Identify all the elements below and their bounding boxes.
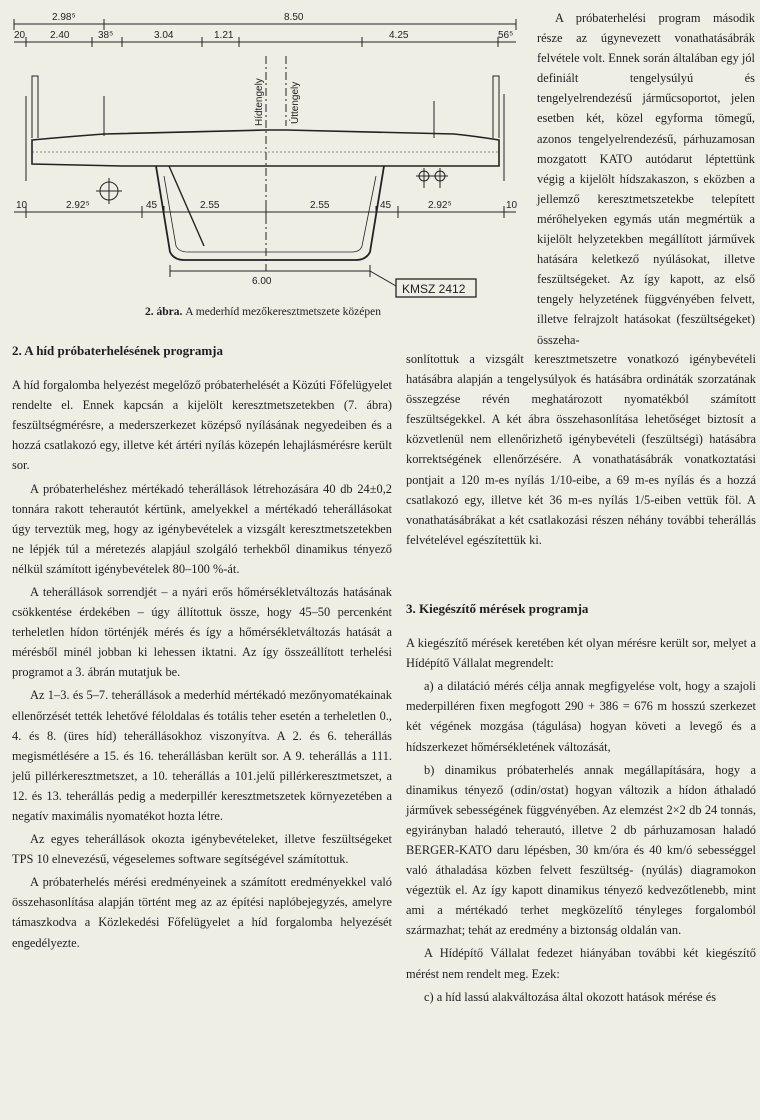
figure-caption: [4, 306, 522, 318]
axis-label-road: Úttengely: [290, 81, 301, 124]
dim-second-7: 56⁵: [498, 30, 514, 41]
axis-label-bridge: Hídtengely: [254, 78, 265, 126]
dim-bottom-1: 10: [16, 200, 28, 211]
paragraph: A híd forgalomba helyezést megelőző próbaterhelését a Közúti Főfelügyelet rendelte el. Ennek kapcsán a kijelölt keresztmetszetekben (7. ábra) feszültségmérésre, a mederszerkezet középső nyílásának negyedeiben és a hozzá csatlakozó egy, illetve két ártéri nyílás közepén lehajlásmérésre került sor.: [12, 378, 392, 473]
dim-width: 6.00: [252, 276, 272, 287]
cross-section-figure: [4, 6, 522, 322]
paragraph: b) dinamikus próbaterhelés annak megállapítására, hogy a dinamikus tényező (σdin/σstat) hogyan változik a hídon áthaladó járművek sebességének függvényében. Az elemzést 2×2 db 24 tonnás, egyirányban haladó teherautó, illetve 2 db párhuzamosan haladó BERGER-KATO daru lépésben, 30 km/óra és 40 km/ó sebességgel való áthaladása közben felvett feszültség- (nyúlás) diagramokon végeztük el. Az így kapott dinamikus tényező kedvezőtlenebb, mint ami a mértékadó terhet megközelítő tényleges forgalomból származhat; tehát az eredmény a biztonság oldalán van.: [406, 762, 756, 938]
paragraph: A próbaterheléshez mértékadó teherállások létrehozására 40 db 24±0,2 tonnára rakott teherautót kértünk, amelyekkel a mértékadó teherállásokat úgy terveztük meg, hogy az igénybevételek a vizsgált keresztmetszetekben ne lépjék túl a méretezés alapjául szolgáló terhekből dinamikus tényező nélkül számított igénybevételek 80–100 %-át.: [12, 481, 392, 576]
paragraph: Az egyes teherállások okozta igénybevételeket, illetve feszültségeket TPS 10 elnevezésű, végeselemes software segítségével számítottuk.: [12, 832, 392, 867]
left-column: [12, 340, 392, 956]
paragraph: A kiegészítő mérések keretében két olyan mérésre került sor, melyet a Hídépítő Vállalat megrendelt:: [406, 636, 756, 671]
caption-title: A mederhíd mezőkeresztmetszete középen: [185, 306, 381, 318]
dim-second-5: 1.21: [214, 30, 234, 41]
paragraph: Az 1–3. és 5–7. teherállások a mederhíd mértékadó mezőnyomatékainak ellenőrzését tették lehetővé féloldalas és totális teher esetén a terheletlen 0., 4. és 8. (üres híd) teherállásokhoz viszonyítva. A 2. és 6. teherállás megismétlésére a 15. és 16. teherállásban került sor. A 9. teherállás a 111. jelű pillérkeresztmetszet, a 10. teherállás a 101.jelű pillérkeresztmetszet, a 12. és 13. teherállás pedig a mederpillér keresztmetszetek környezetében a negatív maximális nyomatékot hozta létre.: [12, 688, 392, 824]
dim-bottom-2: 2.92⁵: [66, 200, 90, 211]
dim-bottom-7: 2.92⁵: [428, 200, 452, 211]
paragraph: A Hídépítő Vállalat fedezet hiányában további két kiegészítő mérést nem rendelt meg. Ezek:: [406, 946, 756, 981]
right-bottom-column: [406, 598, 756, 1010]
dim-bottom-5: 2.55: [310, 200, 330, 211]
right-top-column: [537, 8, 755, 353]
paragraph: A próbaterhelési program második része az úgynevezett vonathatásábrák felvétele volt. Ennek során általában egy jól definiált tengelysúlyú és tengelyelrendezésű járműcsoportot, jelen esetben két, közel egyforma tömegű, azonos tengelyelrendezésű, párhuzamosan mozgatott KATO autódarut léptettünk végig a kijelölt hídszakaszon, s eközben a jellemző keresztmetszetekbe telepített mérőhelyeken egymás után megmértük a kijelölt helyzetekben megállított járművek hatására keletkező nyúlásokat, illetve feszültségeket. Az így kapott, az első tengely helyzetének függvényében felvett, illetve felrajzolt hatásokat (feszültségeket) összeha-: [537, 11, 755, 347]
paragraph: a) a dilatáció mérés célja annak megfigyelése volt, hogy a szajoli mederpilléren fixen megfogott 290 + 386 = 676 m hosszú szerkezet két végének mozgása (tágulása) hogyan követi a levegő és a hídszerkezet hőmérsékletének változását,: [406, 679, 756, 754]
dim-top-2: 8.50: [284, 12, 304, 23]
paragraph: sonlítottuk a vizsgált keresztmetszetre vonatkozó igénybevételi hatásábra alapján a tengelysúlyok és hatásábra ordináták szorzatának összegzése révén meghatározott nyomatékból számított feszültségekkel. A két ábra összehasonlítása lehetőséget biztosít a közvetlenül nem ellenőrizhető igénybevételi (feszültségi) hatásábra korrektségének ellenőrzésére. A vonathatásábrák vonatkoztatási pontjait a 120 m-es nyílás 1/10-eibe, a 69 m-es nyílás és a hozzá csatlakozó egy, illetve két 36 m-es nyílás 1/5-eiben vettük föl. A vonathatásábrákat a két csatlakozási részen néhány további teherállás felvételével egészítettük ki.: [406, 352, 756, 547]
dim-bottom-6: 45: [380, 200, 392, 211]
section-heading: 3. Kiegészítő mérések programja: [406, 601, 589, 616]
right-wide-column: [406, 349, 756, 553]
section-heading: 2. A híd próbaterhelésének programja: [12, 343, 224, 358]
bridge-cross-section-drawing: [4, 6, 522, 302]
dim-bottom-3: 45: [146, 200, 158, 211]
paragraph: A próbaterhelés mérési eredményeinek a számított eredményekkel való összehasonlítása alapján történt meg az az építési naplóbejegyzés, amelyre támaszkodva a Közlekedési Főfelügyelet a híd forgalomba helyezését engedélyezte.: [12, 875, 392, 950]
paragraph: A teherállások sorrendjét – a nyári erős hőmérsékletváltozás hatásának csökkentése érdekében – úgy állítottuk össze, hogy 45–50 percenként terheletlen hídon történjék mérés és így a hőmérsékletváltozás hatását a mérésből minél jobban ki lehessen iktatni. Az így összeállított terhelési programot a 3. ábrán mutatjuk be.: [12, 584, 392, 680]
dim-second-3: 38⁵: [98, 30, 114, 41]
dim-second-1: 20: [14, 30, 26, 41]
dim-second-6: 4.25: [389, 30, 409, 41]
dim-top-1: 2.98⁵: [52, 12, 76, 23]
paragraph: c) a híd lassú alakváltozása által okozott hatások mérése és: [424, 989, 717, 1004]
caption-label: 2. ábra.: [145, 306, 183, 318]
dim-bottom-4: 2.55: [200, 200, 220, 211]
dim-bottom-8: 10: [506, 200, 518, 211]
drawing-code: KMSZ 2412: [402, 282, 466, 296]
dim-second-2: 2.40: [50, 30, 70, 41]
dim-second-4: 3.04: [154, 30, 174, 41]
